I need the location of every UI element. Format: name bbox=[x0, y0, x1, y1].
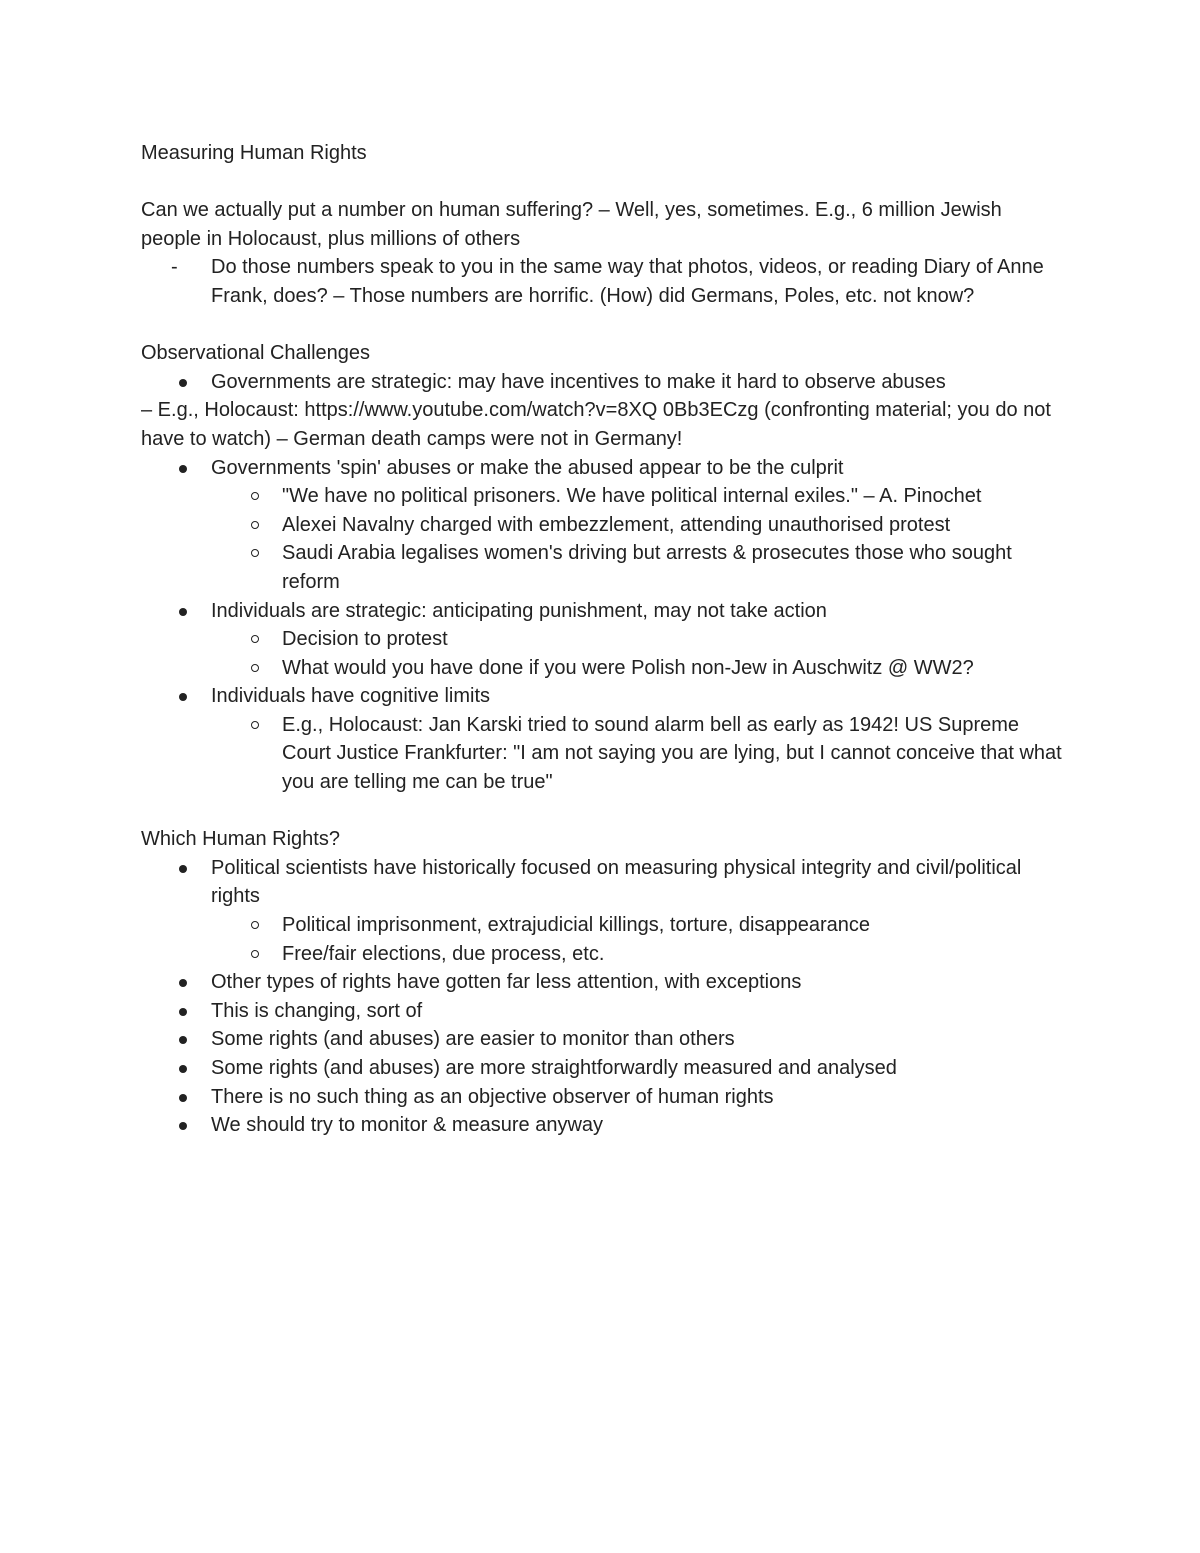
bullet-disc-icon bbox=[179, 1065, 187, 1073]
bullet-text: Some rights (and abuses) are easier to monitor than others bbox=[211, 1028, 735, 1051]
sub-bullet-text: Saudi Arabia legalises women's driving but arrests & prosecutes those who sought reform bbox=[282, 542, 1012, 593]
bullet-disc-icon bbox=[179, 1008, 187, 1016]
bullet-circle-icon bbox=[251, 549, 259, 557]
bullet-text: We should try to monitor & measure anyway bbox=[211, 1114, 604, 1137]
sub-bullet-text: Free/fair elections, due process, etc. bbox=[282, 942, 605, 965]
bullet-disc-icon bbox=[179, 865, 187, 873]
sub-bullet-item bbox=[141, 911, 1066, 940]
bullet-item bbox=[141, 1025, 1066, 1054]
bullet-item bbox=[141, 997, 1066, 1026]
bullet-item bbox=[141, 597, 1066, 626]
bullet-text: Other types of rights have gotten far less attention, with exceptions bbox=[211, 971, 802, 994]
bullet-disc-icon bbox=[179, 465, 187, 473]
bullet-item bbox=[141, 368, 1066, 397]
sub-bullet-text: E.g., Holocaust: Jan Karski tried to sound alarm bell as early as 1942! US Supreme Court Justice Frankfurter: "I am not saying you are lying, but I cannot conceive that what you are telling me can be true" bbox=[282, 713, 1062, 794]
bullet-text: Individuals are strategic: anticipating punishment, may not take action bbox=[211, 599, 827, 622]
sub-bullet-text: Political imprisonment, extrajudicial killings, torture, disappearance bbox=[282, 914, 871, 937]
dash-list-item bbox=[141, 253, 1066, 310]
sub-bullet-text: What would you have done if you were Polish non-Jew in Auschwitz @ WW2? bbox=[282, 656, 974, 679]
bullet-disc-icon bbox=[179, 608, 187, 616]
sub-bullet-item bbox=[141, 511, 1066, 540]
bullet-text: Governments are strategic: may have incentives to make it hard to observe abuses bbox=[211, 370, 946, 393]
bullet-text: Governments 'spin' abuses or make the abused appear to be the culprit bbox=[211, 456, 844, 479]
bullet-disc-icon bbox=[179, 693, 187, 701]
bullet-disc-icon bbox=[179, 379, 187, 387]
bullet-text: Individuals have cognitive limits bbox=[211, 685, 491, 708]
sub-bullet-text: "We have no political prisoners. We have political internal exiles." – A. Pinochet bbox=[282, 485, 982, 508]
spacer bbox=[141, 168, 1066, 197]
bullet-text: This is changing, sort of bbox=[211, 999, 423, 1022]
bullet-text: Political scientists have historically focused on measuring physical integrity and civil/political rights bbox=[211, 856, 1022, 908]
spacer bbox=[141, 311, 1066, 340]
bullet-disc-icon bbox=[179, 1036, 187, 1044]
bullet-circle-icon bbox=[251, 492, 259, 500]
sub-bullet-item bbox=[141, 482, 1066, 511]
bullet-item bbox=[141, 454, 1066, 483]
bullet-disc-icon bbox=[179, 1094, 187, 1102]
bullet-item bbox=[141, 1083, 1066, 1112]
dash-marker: - bbox=[171, 256, 178, 279]
sub-bullet-item bbox=[141, 654, 1066, 683]
spacer bbox=[141, 797, 1066, 826]
dash-item-text: Do those numbers speak to you in the same way that photos, videos, or reading Diary of Anne Frank, does? – Those numbers are horrific. (How) did Germans, Poles, etc. not know? bbox=[211, 256, 1044, 307]
bullet-item bbox=[141, 968, 1066, 997]
bullet-item bbox=[141, 682, 1066, 711]
sub-bullet-item bbox=[141, 940, 1066, 969]
document-title: Measuring Human Rights bbox=[141, 142, 367, 164]
sub-bullet-item bbox=[141, 539, 1066, 596]
bullet-continuation: – E.g., Holocaust: https://www.youtube.com/watch?v=8XQ 0Bb3ECzg (confronting material; you do not have to watch) – German death camps were not in Germany! bbox=[141, 399, 1057, 450]
section-heading-which-rights: Which Human Rights? bbox=[141, 828, 340, 851]
bullet-circle-icon bbox=[251, 664, 259, 672]
section-heading-observational: Observational Challenges bbox=[141, 342, 371, 365]
sub-bullet-item bbox=[141, 711, 1066, 797]
bullet-item bbox=[141, 854, 1066, 911]
bullet-item bbox=[141, 1054, 1066, 1083]
document-page bbox=[141, 139, 1066, 1140]
bullet-text: Some rights (and abuses) are more straightforwardly measured and analysed bbox=[211, 1057, 897, 1079]
bullet-text: There is no such thing as an objective observer of human rights bbox=[211, 1085, 774, 1108]
sub-bullet-item bbox=[141, 625, 1066, 654]
bullet-item bbox=[141, 1111, 1066, 1140]
intro-paragraph: Can we actually put a number on human suffering? – Well, yes, sometimes. E.g., 6 million Jewish people in Holocaust, plus millions of others bbox=[141, 199, 1008, 250]
bullet-circle-icon bbox=[251, 521, 259, 529]
bullet-disc-icon bbox=[179, 1122, 187, 1130]
sub-bullet-text: Alexei Navalny charged with embezzlement, attending unauthorised protest bbox=[282, 513, 951, 536]
bullet-disc-icon bbox=[179, 979, 187, 987]
bullet-circle-icon bbox=[251, 950, 259, 958]
bullet-circle-icon bbox=[251, 921, 259, 929]
bullet-circle-icon bbox=[251, 635, 259, 643]
bullet-circle-icon bbox=[251, 721, 259, 729]
sub-bullet-text: Decision to protest bbox=[282, 628, 448, 651]
